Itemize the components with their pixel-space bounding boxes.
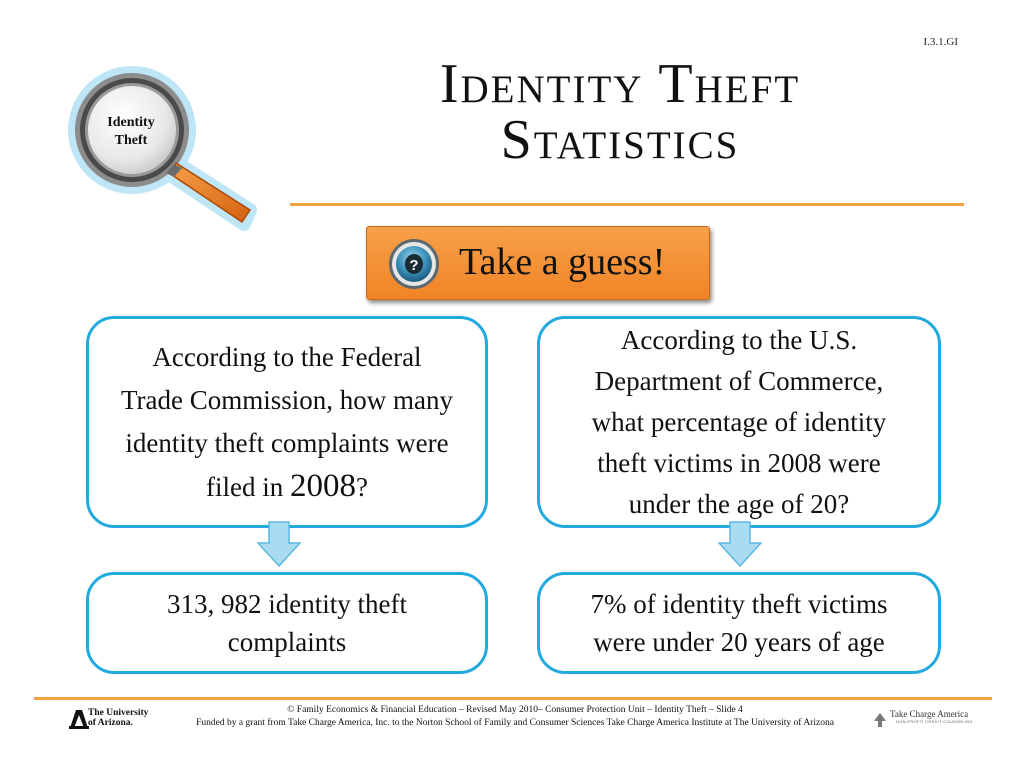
answer-text-ftc — [167, 585, 407, 661]
magnifier-label-line-1: Identity — [107, 115, 155, 130]
slide-code: I.3.1.GI — [923, 36, 958, 48]
question-box-commerce — [537, 316, 941, 528]
answer-text-commerce — [591, 585, 888, 661]
down-arrow-icon — [718, 521, 762, 567]
question-commerce-line-3: what percentage of identity — [591, 406, 887, 437]
title-divider — [290, 203, 964, 206]
footer-copyright: © Family Economics & Financial Education – Revised May 2010– Consumer Protection Unit – Identity Theft – Slide 4 — [287, 705, 743, 715]
answer-box-ftc — [86, 572, 488, 674]
question-ftc-line-4: filed in — [206, 471, 290, 502]
question-commerce-line-5: under the age of 20? — [628, 488, 850, 519]
question-commerce-line-4: theft victims in 2008 were — [597, 447, 881, 478]
answer-commerce-line-1: 7% of identity theft victims — [590, 589, 888, 619]
question-ftc-year: 2008 — [289, 467, 356, 504]
footer-credits — [150, 704, 880, 730]
university-of-arizona-wordmark — [88, 708, 148, 728]
svg-text:?: ? — [409, 257, 419, 274]
question-ftc-mark: ? — [355, 471, 368, 502]
answer-commerce-line-2: were under 20 years of age — [593, 627, 885, 657]
footer-funding: Funded by a grant from Take Charge America, Inc. to the Norton School of Family and Consumer Sciences Take Charge America Institute at The University of Arizona — [196, 718, 834, 728]
title-line-2: Statistics — [500, 109, 740, 171]
question-text-ftc — [121, 336, 453, 509]
magnifier-label-line-2: Theft — [114, 133, 148, 148]
ua-line-1: The University — [88, 708, 149, 718]
ua-line-2: of Arizona. — [88, 718, 133, 728]
answer-box-commerce — [537, 572, 941, 674]
take-charge-america-tagline: NON-PROFIT CREDIT COUNSELING — [896, 719, 973, 724]
question-ftc-line-1: According to the Federal — [152, 341, 422, 372]
take-a-guess-label: Take a guess! — [459, 241, 666, 283]
question-commerce-line-1: According to the U.S. — [620, 324, 858, 355]
down-arrow-icon — [257, 521, 301, 567]
page-title — [330, 53, 910, 171]
magnifier-label — [98, 114, 164, 150]
magnifying-glass-icon — [54, 62, 284, 232]
footer-divider — [34, 697, 992, 700]
take-a-guess-button[interactable] — [366, 226, 710, 300]
title-line-1: Identity Theft — [439, 53, 801, 115]
answer-ftc-line-1: 313, 982 identity theft — [167, 589, 407, 619]
question-text-commerce — [592, 320, 887, 525]
take-charge-america-wordmark: Take Charge America — [890, 709, 969, 719]
question-icon — [387, 237, 441, 291]
question-commerce-line-2: Department of Commerce, — [594, 365, 884, 396]
answer-ftc-line-2: complaints — [227, 627, 347, 657]
question-ftc-line-3: identity theft complaints were — [125, 427, 449, 458]
question-box-ftc — [86, 316, 488, 528]
question-ftc-line-2: Trade Commission, how many — [120, 384, 453, 415]
